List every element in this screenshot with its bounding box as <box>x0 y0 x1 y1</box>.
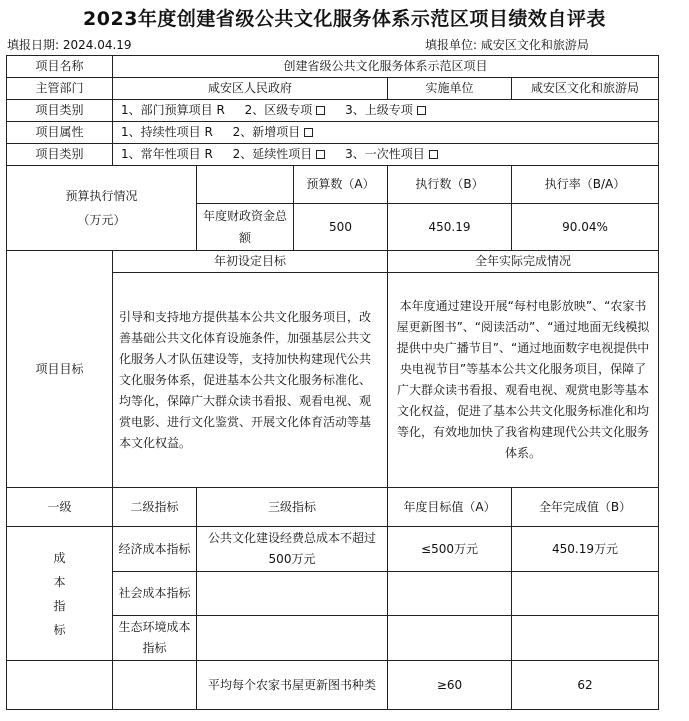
category-option-district: 2、区级专项 <box>245 101 326 120</box>
indicator-actual: 62 <box>512 661 659 710</box>
goals-actual-header: 全年实际完成情况 <box>388 251 659 273</box>
indicator-level2: 社会成本指标 <box>113 572 197 616</box>
budget-unit: （万元） <box>77 213 126 227</box>
goals-initial-header: 年初设定目标 <box>113 251 388 273</box>
row-category <box>7 100 659 122</box>
checkbox-icon <box>304 128 313 137</box>
row-departments <box>7 78 659 100</box>
rate-value: 90.04% <box>512 204 659 251</box>
budget-col-exec: 执行数（B） <box>388 166 512 204</box>
indicator-col-target: 年度目标值（A） <box>388 488 512 527</box>
project-name-label: 项目名称 <box>7 56 113 78</box>
category2-options <box>113 144 659 166</box>
category-option-superior: 3、上级专项 <box>345 101 426 120</box>
indicator-target: ≥60 <box>388 661 512 710</box>
project-name-value: 创建省级公共文化服务体系示范区项目 <box>113 56 659 78</box>
checkbox-icon <box>417 106 426 115</box>
fill-unit: 填报单位: 咸安区文化和旅游局 <box>425 38 589 52</box>
goals-initial-text: 引导和支持地方提供基本公共文化服务项目，改善基础公共文化体育设施条件，加强基层公共文化服务人才队伍建设等，支持加快构建现代公共文化服务体系，促进基本公共文化服务标准化、均等化，保障广大群众读书看报、观看电视、观赏电影、进行文化鉴赏、开展文化体育活动等基本文化权益。 <box>113 273 388 488</box>
category-options <box>113 100 659 122</box>
row-category2 <box>7 144 659 166</box>
indicator-col-level1: 一级 <box>7 488 113 527</box>
indicator-level2: 生态环境成本指标 <box>113 616 197 661</box>
row-budget-header <box>7 166 659 204</box>
checkbox-icon <box>316 150 325 159</box>
category2-option-annual: 1、常年性项目 R <box>121 147 213 161</box>
indicator-target <box>388 616 512 661</box>
checkbox-icon <box>429 150 438 159</box>
category2-label: 项目类别 <box>7 144 113 166</box>
row-indicator-header <box>7 488 659 527</box>
cost-indicator-label: 成本指标 <box>7 527 113 661</box>
indicator-actual: 450.19万元 <box>512 527 659 572</box>
indicator-level1-blank <box>7 661 113 710</box>
row-project-name <box>7 56 659 78</box>
budget-value: 500 <box>294 204 388 251</box>
row-attribute <box>7 122 659 144</box>
implementer-value: 咸安区文化和旅游局 <box>512 78 659 100</box>
table-row <box>7 661 659 710</box>
goals-label: 项目目标 <box>7 251 113 488</box>
indicator-actual <box>512 616 659 661</box>
row-goals-header <box>7 251 659 273</box>
category-label: 项目类别 <box>7 100 113 122</box>
budget-row-label: 年度财政资金总额 <box>197 204 294 251</box>
attribute-option-new: 2、新增项目 <box>233 123 314 142</box>
supervisor-value: 咸安区人民政府 <box>113 78 388 100</box>
indicator-col-level2: 二级指标 <box>113 488 197 527</box>
indicator-level3 <box>197 572 388 616</box>
supervisor-label: 主管部门 <box>7 78 113 100</box>
budget-label: 预算执行情况 <box>65 189 138 203</box>
evaluation-table <box>6 55 659 710</box>
checkbox-icon <box>316 106 325 115</box>
indicator-target <box>388 572 512 616</box>
indicator-level2: 经济成本指标 <box>113 527 197 572</box>
category-option-budget: 1、部门预算项目 R <box>121 103 225 117</box>
fill-date: 填报日期: 2024.04.19 <box>7 38 132 52</box>
form-title: 2023年度创建省级公共文化服务体系示范区项目绩效自评表 <box>83 8 606 30</box>
goals-actual-text: 本年度通过建设开展“每村电影放映”、“农家书屋更新图书”、“阅读活动”、“通过地面无线模拟提供中央广播节目”、“通过地面数字电视提供中央电视节目”等基本公共文化服务项目，保障了广大群众读书看报、观看电视、观赏电影等基本文化权益，促进了基本公共文化服务标准化和均等化，有效地加快了我省构建现代公共文化服务体系。 <box>388 273 659 488</box>
budget-col-rate: 执行率（B/A） <box>512 166 659 204</box>
indicator-level3 <box>197 616 388 661</box>
attribute-option-continuous: 1、持续性项目 R <box>121 125 213 139</box>
indicator-col-level3: 三级指标 <box>197 488 388 527</box>
budget-label-cell <box>7 166 197 251</box>
indicator-level3: 公共文化建设经费总成本不超过500万元 <box>197 527 388 572</box>
attribute-options <box>113 122 659 144</box>
category2-option-onetime: 3、一次性项目 <box>345 145 438 164</box>
attribute-label: 项目属性 <box>7 122 113 144</box>
table-row <box>7 527 659 572</box>
indicator-level3: 平均每个农家书屋更新图书种类 <box>197 661 388 710</box>
indicator-actual <box>512 572 659 616</box>
budget-col-budget: 预算数（A） <box>294 166 388 204</box>
indicator-col-actual: 全年完成值（B） <box>512 488 659 527</box>
implementer-label: 实施单位 <box>388 78 512 100</box>
exec-value: 450.19 <box>388 204 512 251</box>
category2-option-extended: 2、延续性项目 <box>233 145 326 164</box>
indicator-target: ≤500万元 <box>388 527 512 572</box>
budget-blank-cell <box>197 166 294 204</box>
indicator-level2-blank <box>113 661 197 710</box>
